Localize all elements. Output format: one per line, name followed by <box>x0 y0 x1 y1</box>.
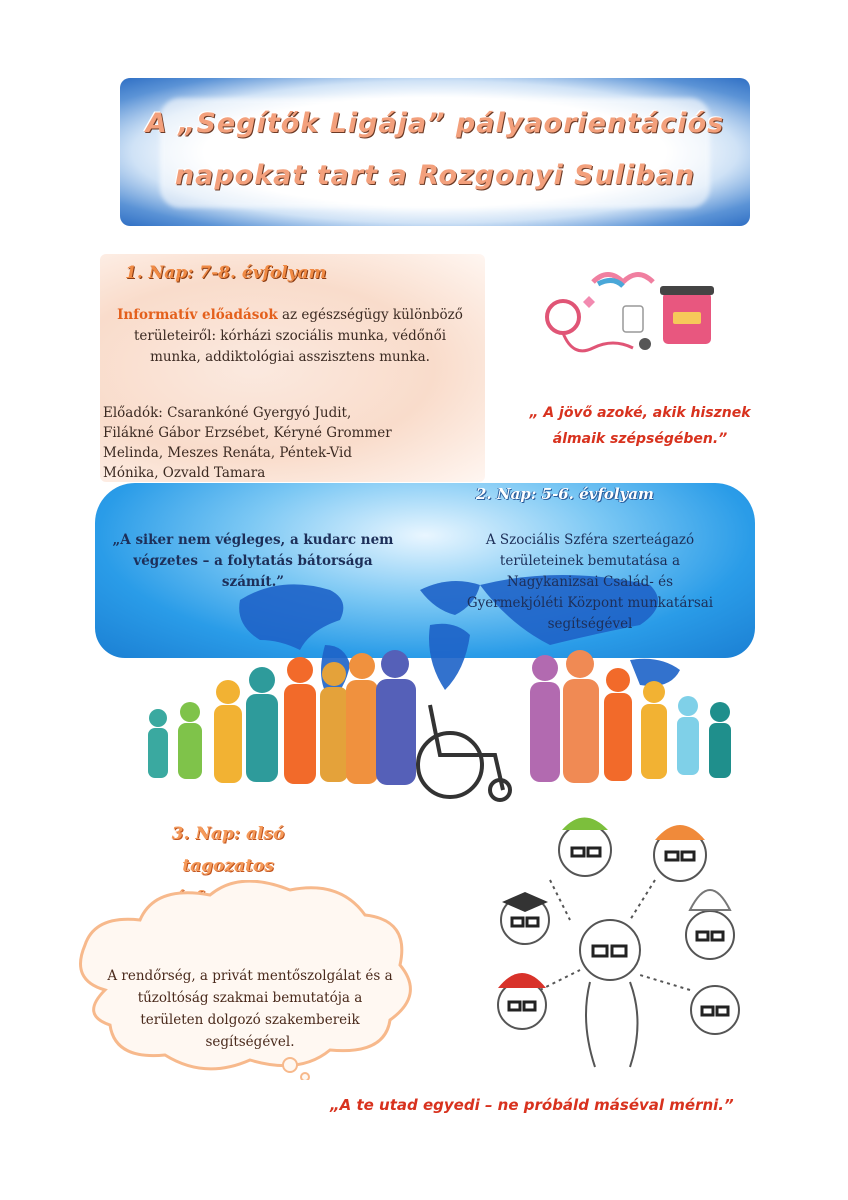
stethoscope-icon <box>547 301 579 333</box>
day1-description-rest: az egészségügy különböző területeiről: kórházi szociális munka, védőnői munka, addiktológiai asszisztens munka. <box>133 307 463 365</box>
quote-own-path: „A te utad egyedi – ne próbáld máséval mérni.” <box>330 1096 734 1114</box>
quote-dreams: „ A jövő azoké, akik hisznek álmaik szépségében.” <box>529 405 751 447</box>
day2-description: A Szociális Szféra szerteágazó területeinek bemutatása a Nagykanizsai Család- és Gyermekjóléti Központ munkatársai segítségével <box>466 532 714 632</box>
face-icon <box>691 986 739 1034</box>
face-icon <box>686 911 734 959</box>
page-title-line-2: napokat tart a Rozgonyi Suliban <box>174 160 696 191</box>
face-icon <box>498 981 546 1029</box>
firefighter-helmet-icon <box>498 973 546 988</box>
hard-hat-icon <box>655 825 705 840</box>
day2-heading: 2. Nap: 5-6. évfolyam <box>476 485 654 503</box>
person-silhouette <box>148 650 416 785</box>
people-silhouettes-illustration <box>140 640 750 810</box>
graduation-cap-icon <box>502 892 548 912</box>
day1-presenters: Előadók: Csarankóné Gyergyó Judit, Filákné Gábor Erzsébet, Kéryné Grommer Melinda, Meszes Renáta, Péntek-Vid Mónika, Ozvald Tamara <box>103 405 392 481</box>
page-title-line-1: A „Segítők Ligája” pályaorientációs <box>145 108 725 139</box>
police-cap-icon <box>562 818 608 831</box>
day3-description: A rendőrség, a privát mentőszolgálat és a tűzoltóság szakmai bemutatója a területen dolgozó szakembereik segítségével. <box>107 968 393 1050</box>
pill-icon <box>639 338 651 350</box>
face-icon <box>580 920 640 980</box>
day1-heading: 1. Nap: 7-8. évfolyam <box>125 263 327 283</box>
chef-hat-icon <box>690 890 730 910</box>
clipboard-icon <box>623 306 643 332</box>
health-illustration <box>523 262 733 362</box>
quote-courage: „A siker nem végleges, a kudarc nem végzetes – a folytatás bátorsága számít.” <box>112 532 394 590</box>
day1-description-highlight: Informatív előadások <box>117 307 278 323</box>
career-faces-illustration <box>480 810 770 1070</box>
title-banner <box>120 78 750 226</box>
wheelchair-icon <box>418 705 510 800</box>
day3-heading: 3. Nap: alsó tagozatos <box>171 824 285 876</box>
day1-description <box>110 305 470 368</box>
